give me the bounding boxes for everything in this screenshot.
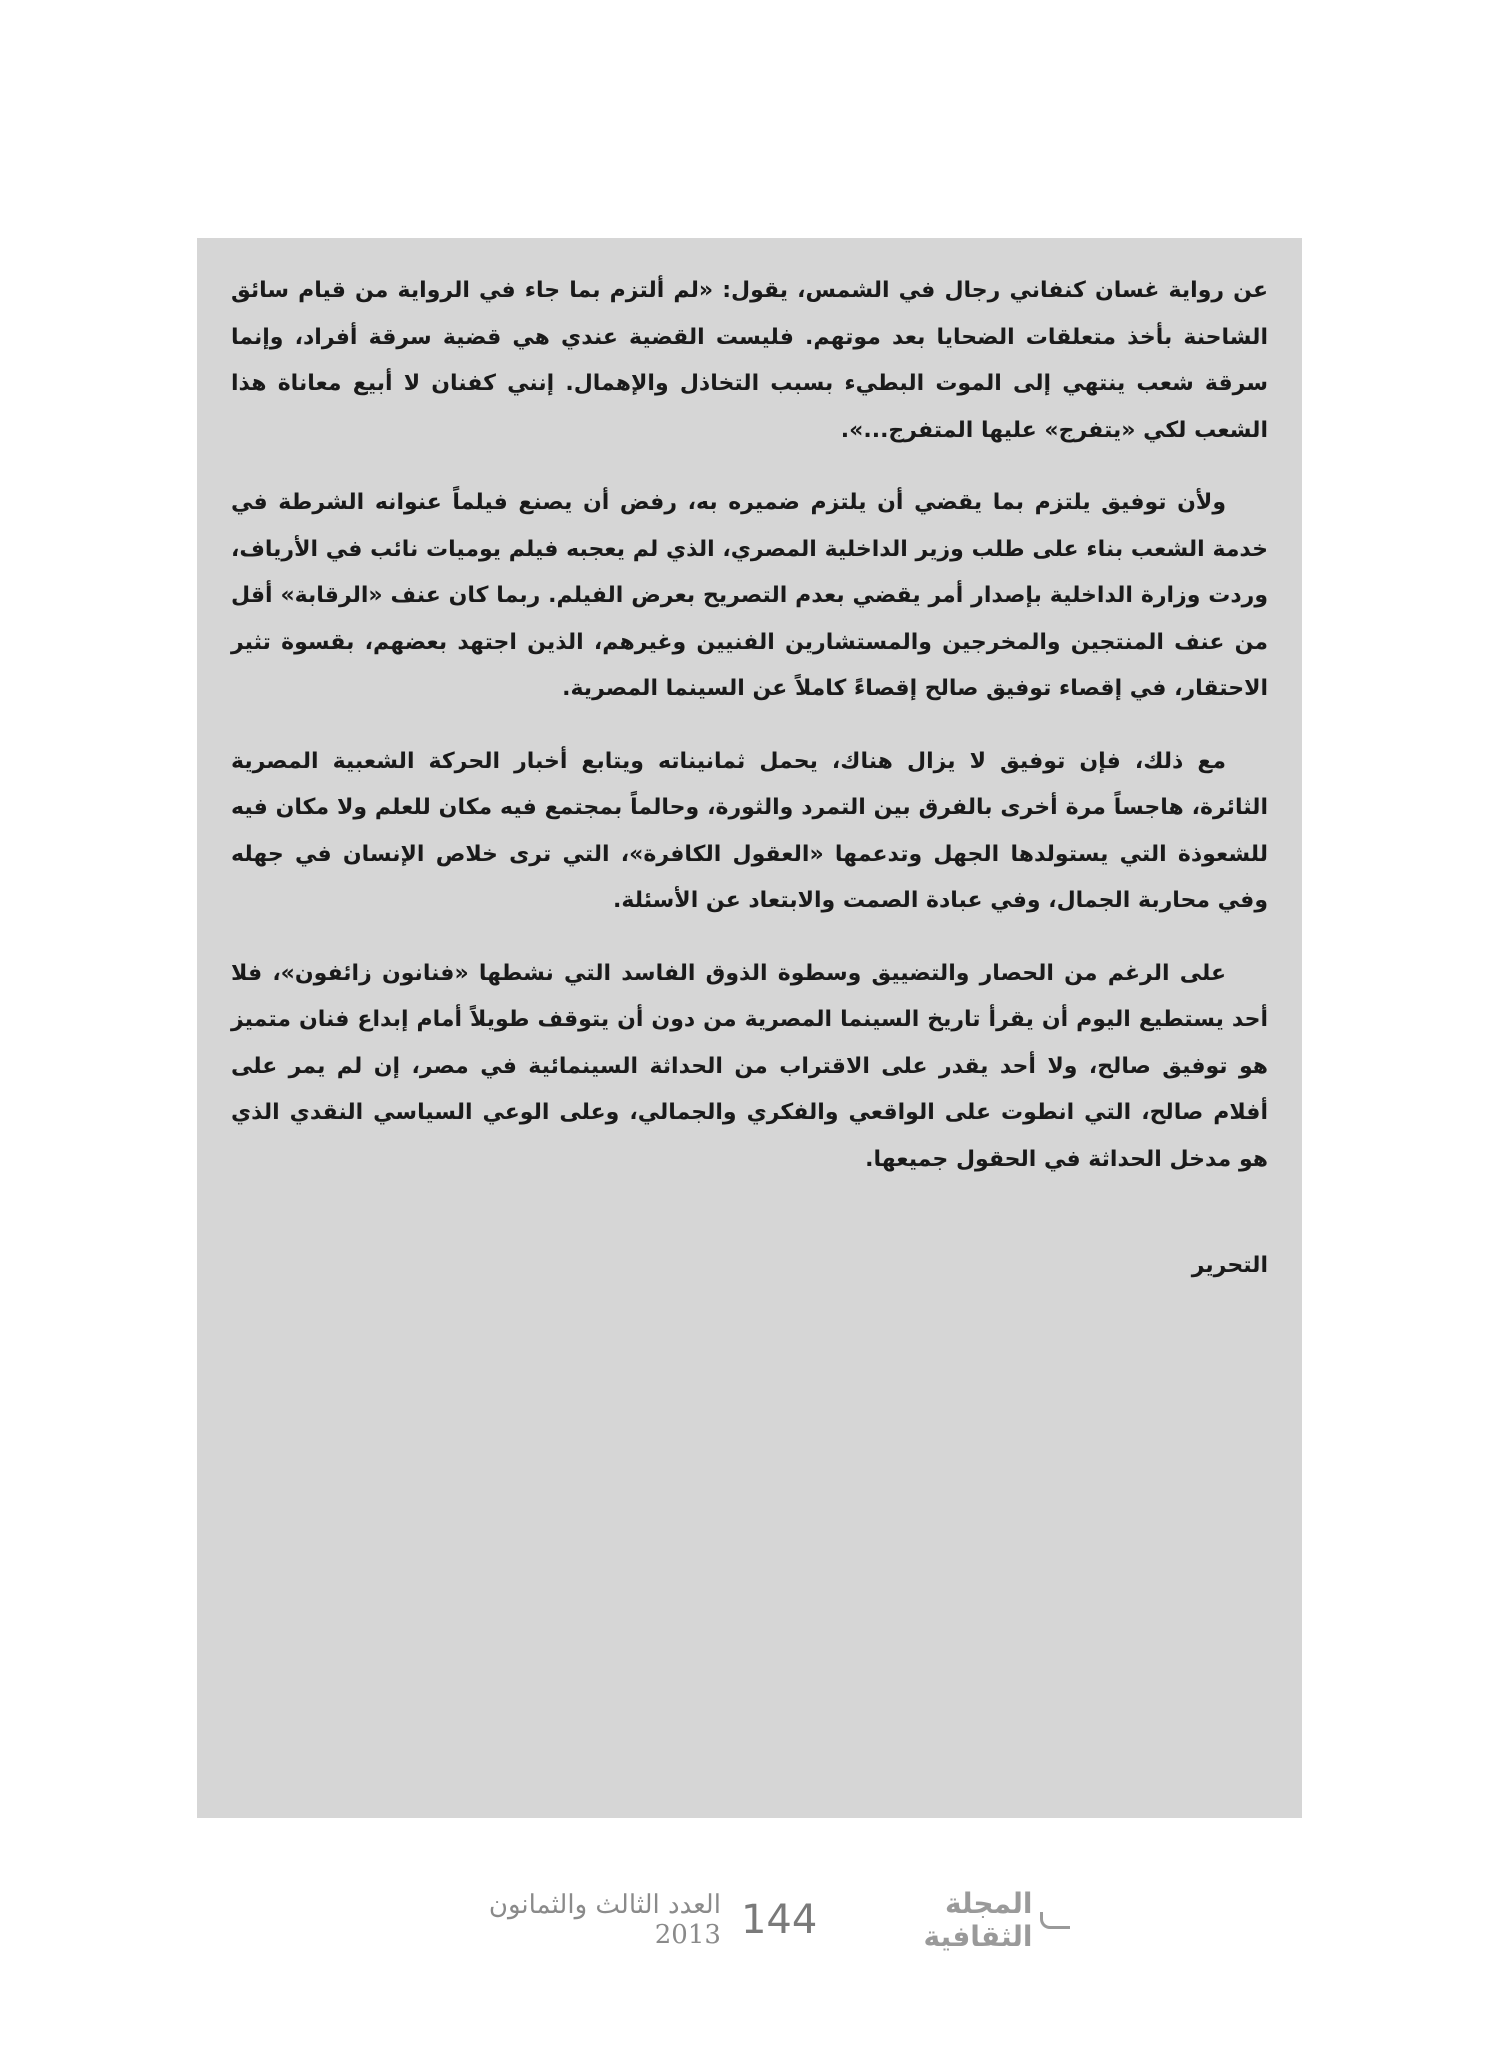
issue-label: العدد الثالث والثمانون 2013	[488, 1890, 721, 1950]
article-panel	[197, 238, 1302, 1818]
magazine-logo-icon	[1040, 1912, 1070, 1929]
article-signature: التحرير	[1191, 1253, 1268, 1278]
article-body	[231, 268, 1268, 1183]
article-paragraph-2: ولأن توفيق يلتزم بما يقضي أن يلتزم ضميره به، رفض أن يصنع فيلماً عنوانه الشرطة في خدمة الشعب بناء على طلب وزير الداخلية المصري، الذي لم يعجبه فيلم يوميات نائب في الأرياف، وردت وزارة الداخلية بإصدار أمر يقضي بعدم التصريح بعرض الفيلم. ربما كان عنف «الرقابة» أقل من عنف المنتجين والمخرجين والمستشارين الفنيين وغيرهم، الذين اجتهد بعضهم، بقسوة تثير الاحتقار، في إقصاء توفيق صالح إقصاءً كاملاً عن السينما المصرية.	[231, 490, 1268, 701]
article-paragraph-3: مع ذلك، فإن توفيق لا يزال هناك، يحمل ثمانيناته ويتابع أخبار الحركة الشعبية المصرية الثائرة، هاجساً مرة أخرى بالفرق بين التمرد والثورة، وحالماً بمجتمع فيه مكان للعلم ولا مكان فيه للشعوذة التي يستولدها الجهل وتدعمها «العقول الكافرة»، التي ترى خلاص الإنسان في جهله وفي محاربة الجمال، وفي عبادة الصمت والابتعاد عن الأسئلة.	[231, 748, 1268, 913]
page-footer	[430, 1887, 1070, 1953]
magazine-name: المجلة الثقافية	[923, 1887, 1033, 1953]
article-paragraph-1: عن رواية غسان كنفاني رجال في الشمس، يقول: «لم ألتزم بما جاء في الرواية من قيام سائق الشاحنة بأخذ متعلقات الضحايا بعد موتهم. فليست القضية عندي هي قضية سرقة أفراد، وإنما سرقة شعب ينتهي إلى الموت البطيء بسبب التخاذل والإهمال. إنني كفنان لا أبيع معاناة هذا الشعب لكي «يتفرج» عليها المتفرج...».	[231, 278, 1268, 443]
magazine-title	[837, 1887, 1070, 1953]
page-number: 144	[740, 1897, 818, 1943]
article-paragraph-4: على الرغم من الحصار والتضييق وسطوة الذوق الفاسد التي نشطها «فنانون زائفون»، فلا أحد يستطيع اليوم أن يقرأ تاريخ السينما المصرية من دون أن يتوقف طويلاً أمام إبداع فنان متميز هو توفيق صالح، ولا أحد يقدر على الاقتراب من الحداثة السينمائية في مصر، إن لم يمر على أفلام صالح، التي انطوت على الواقعي والفكري والجمالي، وعلى الوعي السياسي النقدي الذي هو مدخل الحداثة في الحقول جميعها.	[231, 960, 1268, 1172]
